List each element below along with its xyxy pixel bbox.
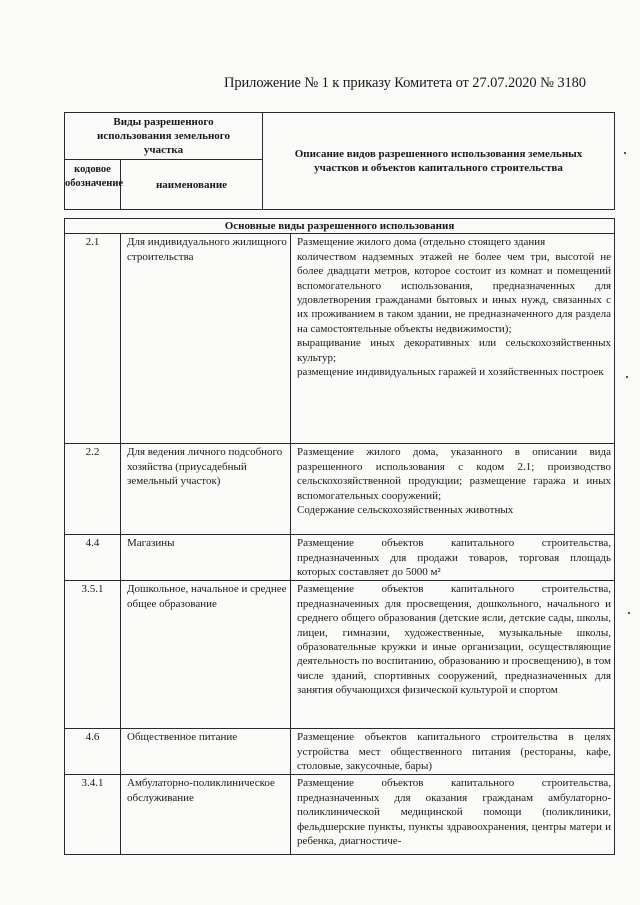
- description-paragraph: Размещение объектов капитального строительства, предназначенных для просвещения, дошкольного, начального и среднего общего образования (детские ясли, детские сады, школы, лицеи, гимназии, художественные, музыкальные школы, образовательные кружки и иные организации, осуществляющие деятельность по воспитанию, образованию и просвещению), в том числе зданий, спортивных сооружений, предназначенных для занятия обучающихся физической культурой и спортом: [297, 583, 612, 697]
- row-code: 4.6: [65, 729, 121, 775]
- scan-speck: [624, 152, 626, 154]
- table-row: [65, 234, 615, 444]
- table-row: [65, 581, 615, 729]
- description-header: Описание видов разрешенного использования земельных участков и объектов капитального строительства: [263, 113, 615, 210]
- table-row: [65, 775, 615, 855]
- description-paragraph: Размещение объектов капитального строительства в целях устройства мест общественного питания (рестораны, кафе, столовые, закусочные, бары): [297, 731, 612, 773]
- row-description: [291, 234, 615, 444]
- scan-speck: [626, 376, 628, 378]
- description-paragraph: количеством надземных этажей не более чем три, высотой не более двадцати метров, которое состоит из комнат и помещений вспомогательного использования, предназначенных для удовлетворения гражданами бытовых и иных нужд, связанных с их проживанием в таком здании, не предназначенного для раздела на самостоятельные объекты недвижимости);: [297, 250, 612, 335]
- permitted-uses-table: [64, 218, 615, 855]
- row-name: Магазины: [121, 535, 291, 581]
- description-paragraph: выращивание иных декоративных или сельскохозяйственных культур;: [297, 337, 612, 364]
- row-description: [291, 729, 615, 775]
- row-name: Амбулаторно-поликлиническое обслуживание: [121, 775, 291, 855]
- row-code: 3.4.1: [65, 775, 121, 855]
- description-paragraph: Размещение объектов капитального строительства, предназначенных для оказания гражданам амбулаторно-поликлинической медицинской помощи (поликлиники, фельдшерские пункты, пункты здравоохранения, центры матери и ребенка, диагностиче-: [297, 777, 612, 848]
- document-title: Приложение № 1 к приказу Комитета от 27.07.2020 № 3180: [224, 75, 586, 91]
- row-description: [291, 444, 615, 535]
- row-code: 3.5.1: [65, 581, 121, 729]
- table-row: [65, 729, 615, 775]
- description-paragraph: Размещение жилого дома, указанного в описании вида разрешенного использования с кодом 2.1; производство сельскохозяйственной продукции; размещение гаража и иных вспомогательных сооружений;: [297, 446, 612, 502]
- description-paragraph: Размещение объектов капитального строительства, предназначенных для продажи товаров, торговая площадь которых составляет до 5000 м²: [297, 537, 612, 579]
- row-name: Для индивидуального жилищного строительства: [121, 234, 291, 444]
- row-name: Для ведения личного подсобного хозяйства (приусадебный земельный участок): [121, 444, 291, 535]
- row-code: 2.1: [65, 234, 121, 444]
- row-description: [291, 775, 615, 855]
- header-table: [64, 112, 615, 210]
- row-code: 4.4: [65, 535, 121, 581]
- row-description: [291, 535, 615, 581]
- table-row: [65, 535, 615, 581]
- permitted-use-header: Виды разрешенного использования земельного участка: [65, 113, 263, 160]
- row-name: Общественное питание: [121, 729, 291, 775]
- description-paragraph: Размещение жилого дома (отдельно стоящего здания: [297, 236, 546, 249]
- description-paragraph: размещение индивидуальных гаражей и хозяйственных построек: [297, 366, 604, 379]
- name-column-header: наименование: [121, 160, 263, 210]
- row-name: Дошкольное, начальное и среднее общее образование: [121, 581, 291, 729]
- row-description: [291, 581, 615, 729]
- section-title: Основные виды разрешенного использования: [65, 219, 615, 234]
- table-row: [65, 444, 615, 535]
- code-column-header: кодовое обозначение: [65, 160, 121, 210]
- description-paragraph: Содержание сельскохозяйственных животных: [297, 504, 514, 517]
- row-code: 2.2: [65, 444, 121, 535]
- scan-speck: [628, 612, 630, 614]
